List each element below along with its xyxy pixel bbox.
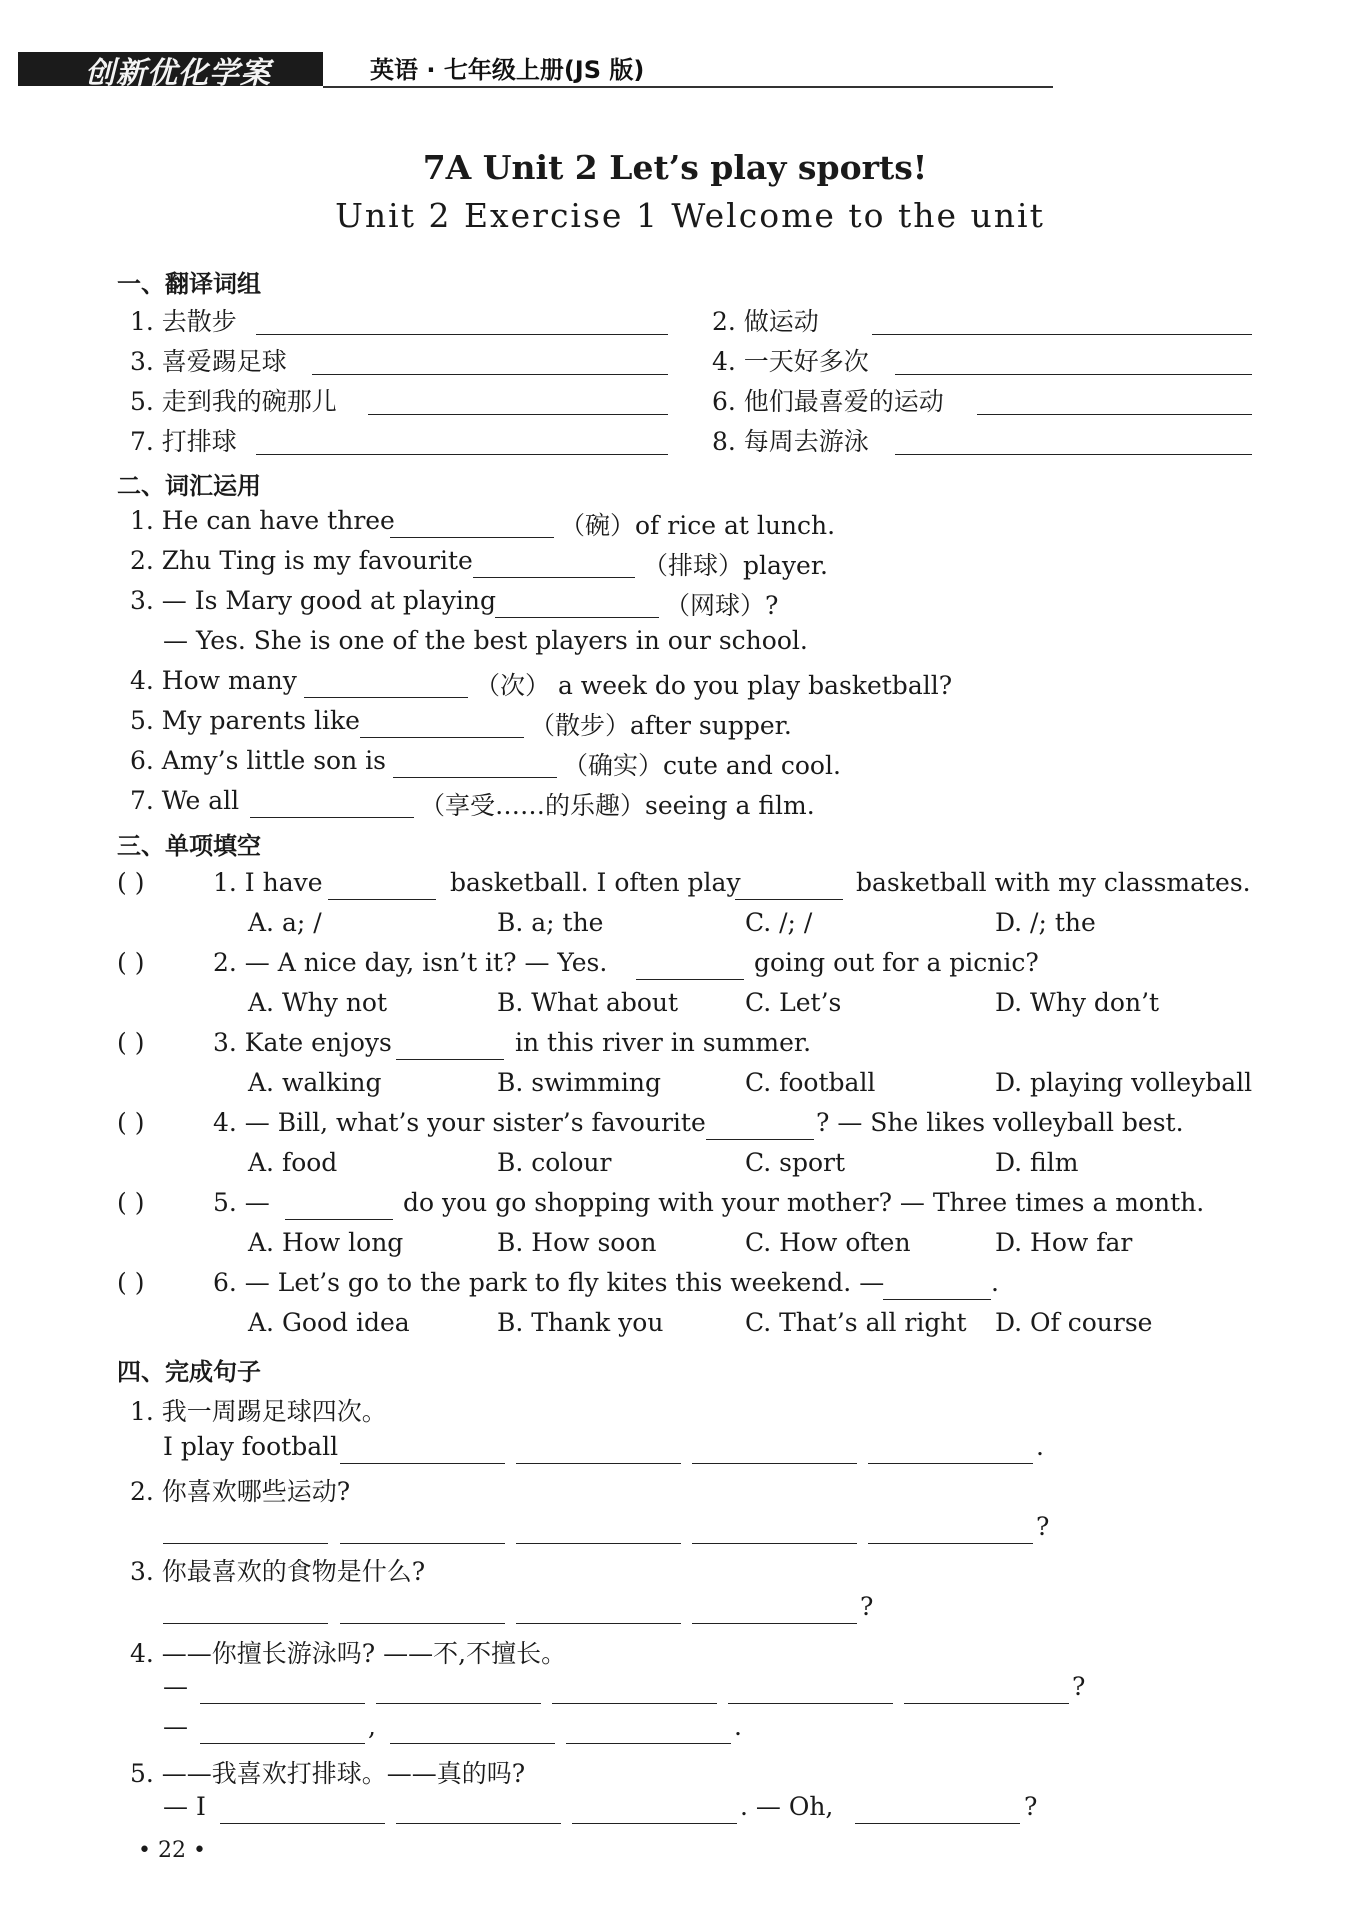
s4-q2-end: ? <box>1036 1512 1050 1541</box>
s2-blank-1[interactable] <box>390 536 554 538</box>
s3-q2-option-d[interactable]: D. Why don’t <box>995 988 1160 1017</box>
s3-q2-part-2: going out for a picnic? <box>754 948 1039 977</box>
s3-q4-part-2: ? — She likes volleyball best. <box>816 1108 1184 1137</box>
s3-q6-blank-1[interactable] <box>883 1298 991 1300</box>
s3-q4-answer-paren[interactable]: ( ) <box>117 1108 145 1137</box>
s4-q4-blank-5[interactable] <box>904 1702 1069 1704</box>
s2-blank-4[interactable] <box>304 696 468 698</box>
s4-q5-blank-1[interactable] <box>220 1822 385 1824</box>
s4-q2-blank-5[interactable] <box>868 1542 1033 1544</box>
s2-item-5-pre: 5. My parents like <box>130 706 360 735</box>
s3-q4-part-1: 4. — Bill, what’s your sister’s favourite <box>213 1108 706 1137</box>
s1-blank-7[interactable] <box>256 453 668 455</box>
s2-item-6-hint: （确实）cute and cool. <box>563 751 841 780</box>
s2-item-4-pre: 4. How many <box>130 666 297 695</box>
s4-q4-end-2: . <box>734 1712 742 1741</box>
s4-q1-blank-4[interactable] <box>868 1462 1033 1464</box>
s4-q3-blank-1[interactable] <box>163 1622 328 1624</box>
s4-q4-blank-8[interactable] <box>566 1742 731 1744</box>
section3-heading: 三、单项填空 <box>117 832 261 860</box>
s2-item-3-pre: 3. — Is Mary good at playing <box>130 586 497 615</box>
s3-q1-part-2: basketball. I often play <box>450 868 741 897</box>
s1-item-4: 4. 一天好多次 <box>712 347 869 376</box>
s3-q1-option-b[interactable]: B. a; the <box>497 908 604 937</box>
s3-q6-option-c[interactable]: C. That’s all right <box>745 1308 967 1337</box>
s4-q4-blank-1[interactable] <box>200 1702 365 1704</box>
s4-q1-chinese: 1. 我一周踢足球四次。 <box>130 1397 387 1426</box>
s1-blank-5[interactable] <box>368 413 668 415</box>
s4-q1-english: I play football <box>163 1432 339 1461</box>
s4-q3-end: ? <box>860 1592 874 1621</box>
unit-title: 7A Unit 2 Let’s play sports! <box>422 148 928 187</box>
s1-blank-6[interactable] <box>977 413 1252 415</box>
section4-heading: 四、完成句子 <box>117 1358 261 1386</box>
section2-heading: 二、词汇运用 <box>117 472 261 500</box>
s4-q4-comma: , <box>368 1712 376 1741</box>
s3-q5-option-d[interactable]: D. How far <box>995 1228 1133 1257</box>
s4-q1-blank-2[interactable] <box>516 1462 681 1464</box>
s4-q5-blank-4[interactable] <box>855 1822 1020 1824</box>
s3-q4-option-d[interactable]: D. film <box>995 1148 1079 1177</box>
s1-blank-1[interactable] <box>256 333 668 335</box>
s3-q2-part-1: 2. — A nice day, isn’t it? — Yes. <box>213 948 608 977</box>
s3-q3-option-b[interactable]: B. swimming <box>497 1068 662 1097</box>
s2-blank-7[interactable] <box>250 816 414 818</box>
s3-q4-option-a[interactable]: A. food <box>248 1148 338 1177</box>
s4-q3-blank-4[interactable] <box>692 1622 857 1624</box>
s3-q3-option-c[interactable]: C. football <box>745 1068 876 1097</box>
s3-q6-option-a[interactable]: A. Good idea <box>248 1308 410 1337</box>
s3-q6-part-2: . <box>991 1268 999 1297</box>
s4-q5-blank-3[interactable] <box>572 1822 737 1824</box>
s4-q2-blank-4[interactable] <box>692 1542 857 1544</box>
exercise-title: Unit 2 Exercise 1 Welcome to the unit <box>335 196 1045 235</box>
s2-item-4-hint: （次） a week do you play basketball? <box>475 671 953 700</box>
s4-q4-blank-7[interactable] <box>390 1742 555 1744</box>
s4-q4-chinese: 4. ——你擅长游泳吗? ——不,不擅长。 <box>130 1639 567 1668</box>
s3-q2-answer-paren[interactable]: ( ) <box>117 948 145 977</box>
s2-item-2-pre: 2. Zhu Ting is my favourite <box>130 546 473 575</box>
s3-q3-option-a[interactable]: A. walking <box>248 1068 382 1097</box>
s4-q2-chinese: 2. 你喜欢哪些运动? <box>130 1477 351 1506</box>
s2-item-1-hint: （碗）of rice at lunch. <box>560 511 836 540</box>
header-rule <box>323 86 1053 88</box>
s3-q6-option-d[interactable]: D. Of course <box>995 1308 1153 1337</box>
s3-q1-blank-1[interactable] <box>328 898 436 900</box>
s3-q3-option-d[interactable]: D. playing volleyball <box>995 1068 1253 1097</box>
s3-q5-answer-paren[interactable]: ( ) <box>117 1188 145 1217</box>
s4-q5-end: ? <box>1024 1792 1038 1821</box>
s4-q4-blank-2[interactable] <box>376 1702 541 1704</box>
s4-q3-chinese: 3. 你最喜欢的食物是什么? <box>130 1557 426 1586</box>
s4-q4-dash-2: — <box>163 1712 188 1741</box>
s4-q5-mid: . — Oh, <box>740 1792 834 1821</box>
s2-blank-5[interactable] <box>360 736 524 738</box>
s1-item-5: 5. 走到我的碗那儿 <box>130 387 337 416</box>
page-number: • 22 • <box>138 1838 206 1863</box>
s2-blank-3[interactable] <box>495 616 659 618</box>
s3-q5-blank-1[interactable] <box>285 1218 393 1220</box>
s1-blank-2[interactable] <box>872 333 1252 335</box>
s4-q5-blank-2[interactable] <box>396 1822 561 1824</box>
s1-blank-4[interactable] <box>895 373 1252 375</box>
s2-item-5-hint: （散步）after supper. <box>530 711 792 740</box>
s4-q4-blank-4[interactable] <box>728 1702 893 1704</box>
s3-q4-option-b[interactable]: B. colour <box>497 1148 612 1177</box>
s1-blank-3[interactable] <box>312 373 668 375</box>
s2-item-2-hint: （排球）player. <box>643 551 828 580</box>
s4-q4-end-1: ? <box>1072 1672 1086 1701</box>
s1-item-1: 1. 去散步 <box>130 307 237 336</box>
s3-q1-part-3: basketball with my classmates. <box>856 868 1251 897</box>
s2-item-3-reply: — Yes. She is one of the best players in our school. <box>163 626 808 655</box>
s4-q4-blank-3[interactable] <box>552 1702 717 1704</box>
s4-q4-blank-6[interactable] <box>200 1742 365 1744</box>
s1-item-7: 7. 打排球 <box>130 427 237 456</box>
s3-q1-answer-paren[interactable]: ( ) <box>117 868 145 897</box>
s4-q1-blank-3[interactable] <box>692 1462 857 1464</box>
s3-q3-blank-1[interactable] <box>396 1058 504 1060</box>
s3-q2-option-c[interactable]: C. Let’s <box>745 988 842 1017</box>
s1-item-3: 3. 喜爱踢足球 <box>130 347 287 376</box>
s3-q2-option-b[interactable]: B. What about <box>497 988 679 1017</box>
s2-item-3-hint: （网球）? <box>665 591 779 620</box>
s2-item-6-pre: 6. Amy’s little son is <box>130 746 386 775</box>
s3-q1-option-a[interactable]: A. a; / <box>248 908 322 937</box>
s3-q5-part-2: do you go shopping with your mother? — Three times a month. <box>403 1188 1205 1217</box>
s2-item-7-hint: （享受……的乐趣）seeing a film. <box>420 791 815 820</box>
s3-q5-option-b[interactable]: B. How soon <box>497 1228 657 1257</box>
s2-item-7-pre: 7. We all <box>130 786 240 815</box>
s3-q6-part-1: 6. — Let’s go to the park to fly kites this weekend. — <box>213 1268 885 1297</box>
s3-q1-part-1: 1. I have <box>213 868 323 897</box>
s3-q1-option-c[interactable]: C. /; / <box>745 908 813 937</box>
s4-q3-blank-2[interactable] <box>340 1622 505 1624</box>
s4-q3-blank-3[interactable] <box>516 1622 681 1624</box>
header-subject: 英语 · 七年级上册(JS 版) <box>370 56 645 84</box>
s3-q5-option-c[interactable]: C. How often <box>745 1228 911 1257</box>
section1-heading: 一、翻译词组 <box>117 270 261 298</box>
header-brand: 创新优化学案 <box>85 56 271 91</box>
s3-q2-option-a[interactable]: A. Why not <box>248 988 388 1017</box>
s3-q1-option-d[interactable]: D. /; the <box>995 908 1096 937</box>
s1-item-2: 2. 做运动 <box>712 307 819 336</box>
s3-q6-answer-paren[interactable]: ( ) <box>117 1268 145 1297</box>
s3-q2-blank-1[interactable] <box>636 978 744 980</box>
s4-q2-blank-3[interactable] <box>516 1542 681 1544</box>
s3-q3-part-1: 3. Kate enjoys <box>213 1028 392 1057</box>
s1-blank-8[interactable] <box>895 453 1252 455</box>
s3-q3-part-2: in this river in summer. <box>515 1028 812 1057</box>
s4-q1-end: . <box>1036 1432 1044 1461</box>
s3-q4-blank-1[interactable] <box>706 1138 814 1140</box>
s4-q2-blank-1[interactable] <box>163 1542 328 1544</box>
s4-q5-chinese: 5. ——我喜欢打排球。——真的吗? <box>130 1759 526 1788</box>
s1-item-8: 8. 每周去游泳 <box>712 427 869 456</box>
s3-q6-option-b[interactable]: B. Thank you <box>497 1308 664 1337</box>
s3-q5-part-1: 5. — <box>213 1188 270 1217</box>
s3-q1-blank-2[interactable] <box>735 898 843 900</box>
s3-q4-option-c[interactable]: C. sport <box>745 1148 846 1177</box>
s3-q3-answer-paren[interactable]: ( ) <box>117 1028 145 1057</box>
s4-q2-blank-2[interactable] <box>340 1542 505 1544</box>
s4-q4-dash-1: — <box>163 1672 188 1701</box>
s4-q1-blank-1[interactable] <box>340 1462 505 1464</box>
s2-item-1-pre: 1. He can have three <box>130 506 395 535</box>
s1-item-6: 6. 他们最喜爱的运动 <box>712 387 944 416</box>
s2-blank-6[interactable] <box>393 776 557 778</box>
s4-q5-pre: — I <box>163 1792 206 1821</box>
s3-q5-option-a[interactable]: A. How long <box>248 1228 404 1257</box>
s2-blank-2[interactable] <box>473 576 635 578</box>
